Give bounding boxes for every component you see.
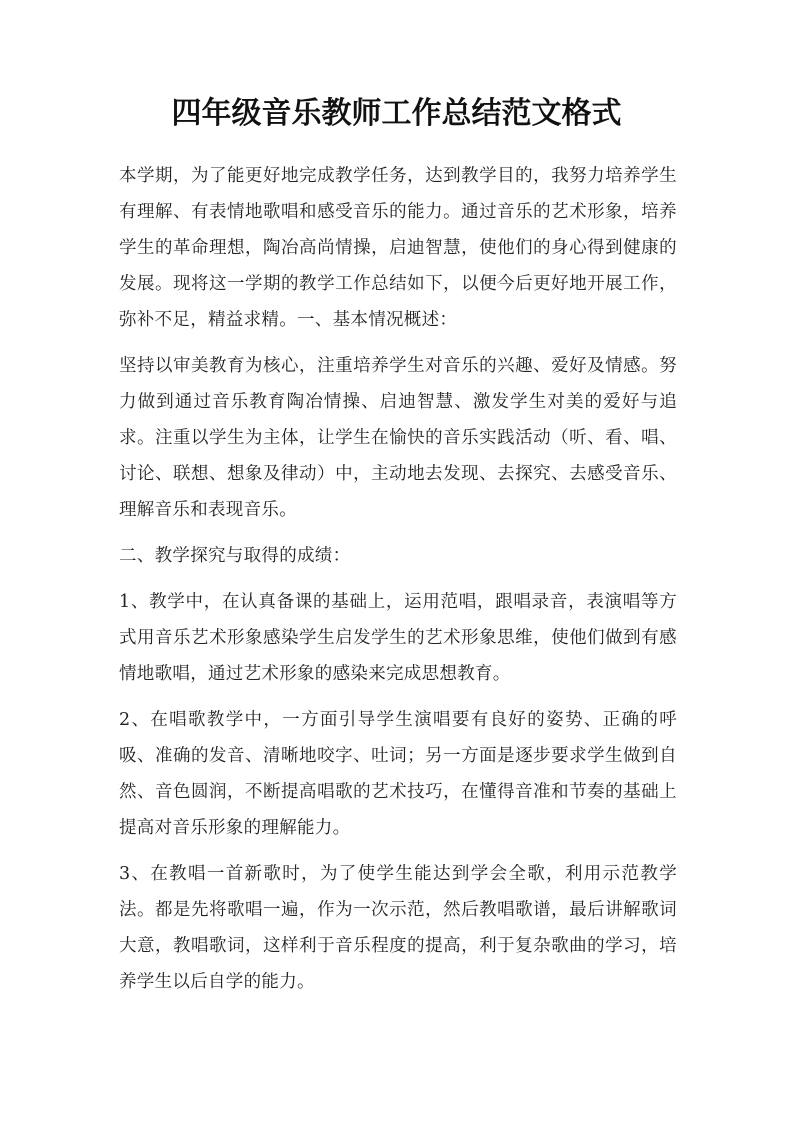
paragraph-item-1: 1、教学中，在认真备课的基础上，运用范唱，跟唱录音，表演唱等方式用音乐艺术形象感染学生启发学生的艺术形象思维，使他们做到有感情地歌唱，通过艺术形象的感染来完成思想教育。 (119, 592, 677, 684)
section-heading-achievements: 二、教学探究与取得的成绩： (119, 546, 351, 566)
paragraph-item-2: 2、在唱歌教学中，一方面引导学生演唱要有良好的姿势、正确的呼吸、准确的发音、清晰地咬字、吐词；另一方面是逐步要求学生做到自然、音色圆润，不断提高唱歌的艺术技巧，在懂得音准和节奏的基础上提高对音乐形象的理解能力。 (119, 710, 677, 838)
paragraph-intro: 本学期，为了能更好地完成教学任务，达到教学目的，我努力培养学生有理解、有表情地歌唱和感受音乐的能力。通过音乐的艺术形象，培养学生的革命理想，陶冶高尚情操，启迪智慧，使他们的身心得到健康的发展。现将这一学期的教学工作总结如下，以便今后更好地开展工作，弥补不足，精益求精。一、基本情况概述： (119, 166, 677, 330)
document-body (119, 158, 677, 1010)
paragraph-basic-situation: 坚持以审美教育为核心，注重培养学生对音乐的兴趣、爱好及情感。努力做到通过音乐教育陶冶情操、启迪智慧、激发学生对美的爱好与追求。注重以学生为主体，让学生在愉快的音乐实践活动（听、看、唱、讨论、联想、想象及律动）中，主动地去发现、去探究、去感受音乐、理解音乐和表现音乐。 (119, 356, 677, 520)
document-title: 四年级音乐教师工作总结范文格式 (171, 96, 622, 131)
paragraph-item-3: 3、在教唱一首新歌时，为了使学生能达到学会全歌，利用示范教学法。都是先将歌唱一遍，作为一次示范，然后教唱歌谱，最后讲解歌词大意，教唱歌词，这样利于音乐程度的提高，利于复杂歌曲的学习，培养学生以后自学的能力。 (119, 864, 677, 992)
